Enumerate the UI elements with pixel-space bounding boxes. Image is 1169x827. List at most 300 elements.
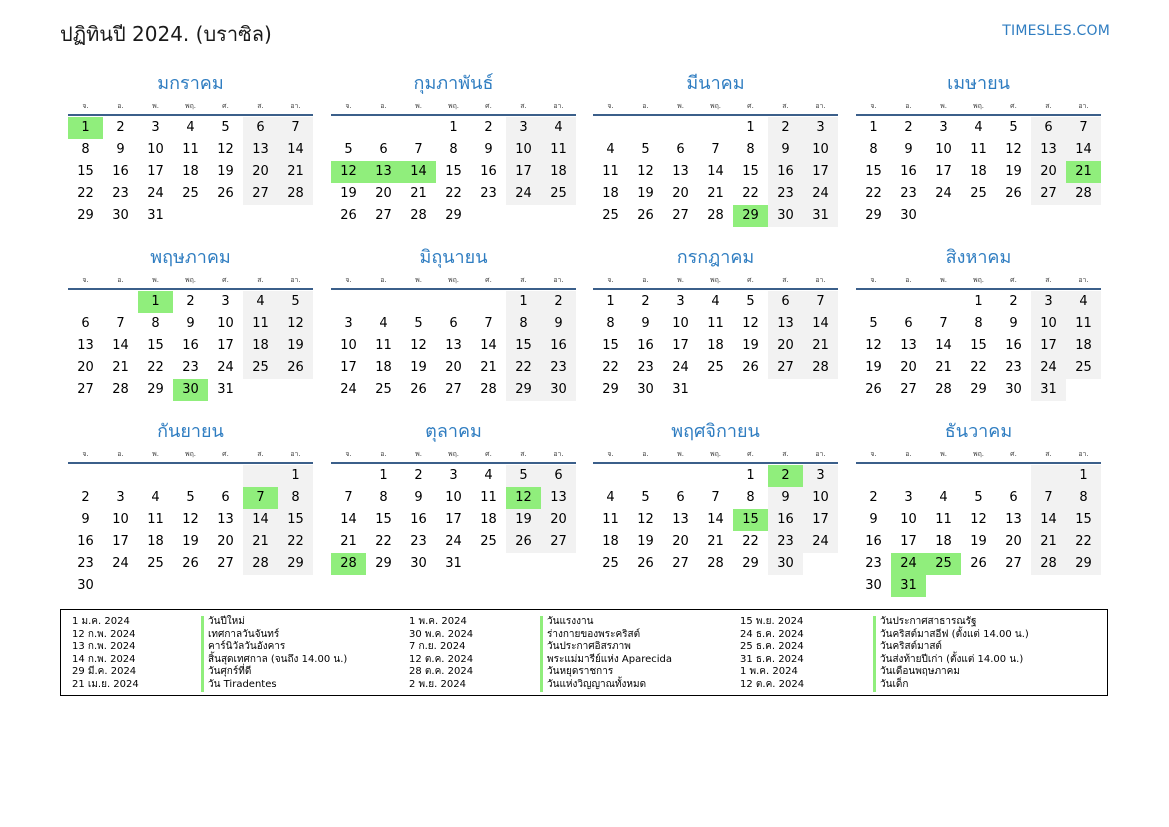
legend-date: 12 ก.พ. 2024 bbox=[72, 628, 136, 640]
day-cell: 20 bbox=[541, 509, 576, 531]
day-cell: 28 bbox=[935, 382, 952, 397]
day-cell: 2 bbox=[414, 468, 423, 483]
month-block bbox=[856, 70, 1101, 227]
day-grid bbox=[68, 117, 313, 227]
day-cell: 26 bbox=[278, 357, 313, 379]
day-cell: 9 bbox=[641, 316, 650, 331]
day-cell: 7 bbox=[711, 490, 720, 505]
day-cell: 9 bbox=[768, 139, 803, 161]
day-cell: 17 bbox=[803, 509, 838, 531]
weekday-label: จ. bbox=[345, 276, 352, 284]
legend-holiday-name: วันเด็ก bbox=[880, 678, 909, 690]
weekday-header bbox=[856, 98, 1101, 116]
weekday-label: ศ. bbox=[747, 450, 754, 458]
day-cell: 4 bbox=[541, 117, 576, 139]
legend-date: 12 ต.ค. 2024 bbox=[409, 653, 474, 665]
day-cell: 23 bbox=[480, 186, 497, 201]
day-cell: 26 bbox=[410, 382, 427, 397]
day-cell: 26 bbox=[340, 208, 357, 223]
day-cell: 21 bbox=[278, 161, 313, 183]
legend-date: 24 ธ.ค. 2024 bbox=[740, 628, 804, 640]
empty-day bbox=[68, 465, 103, 487]
weekday-label: อ. bbox=[905, 102, 912, 110]
day-cell: 27 bbox=[900, 382, 917, 397]
empty-day bbox=[698, 117, 733, 139]
empty-day bbox=[208, 465, 243, 487]
day-cell: 13 bbox=[243, 139, 278, 161]
day-cell: 15 bbox=[77, 164, 94, 179]
day-cell: 26 bbox=[742, 360, 759, 375]
day-cell: 19 bbox=[742, 338, 759, 353]
day-cell: 15 bbox=[375, 512, 392, 527]
day-cell: 2 bbox=[484, 120, 493, 135]
day-cell: 4 bbox=[974, 120, 983, 135]
holiday-day: 24 bbox=[891, 553, 926, 575]
legend-holiday-name: วันแห่งวิญญาณทั้งหมด bbox=[547, 678, 647, 690]
legend-holiday-name: เทศกาลวันจันทร์ bbox=[208, 628, 280, 640]
day-cell: 22 bbox=[147, 360, 164, 375]
day-grid bbox=[593, 291, 838, 401]
day-cell: 18 bbox=[243, 335, 278, 357]
day-cell: 16 bbox=[77, 534, 94, 549]
weekday-label: จ. bbox=[870, 450, 877, 458]
weekday-label: อ. bbox=[642, 102, 649, 110]
day-cell: 18 bbox=[480, 512, 497, 527]
day-cell: 21 bbox=[243, 531, 278, 553]
weekday-label: พ. bbox=[677, 276, 684, 284]
day-cell: 29 bbox=[77, 208, 94, 223]
weekday-label: พ. bbox=[677, 450, 684, 458]
legend-holiday-name: วันส่งท้ายปีเก่า (ตั้งแต่ 14.00 น.) bbox=[880, 653, 1024, 665]
day-cell: 30 bbox=[77, 578, 94, 593]
weekday-header bbox=[68, 272, 313, 290]
day-cell: 29 bbox=[602, 382, 619, 397]
weekday-header bbox=[593, 98, 838, 116]
day-cell: 29 bbox=[506, 379, 541, 401]
day-cell: 7 bbox=[484, 316, 493, 331]
day-cell: 26 bbox=[865, 382, 882, 397]
day-cell: 8 bbox=[746, 490, 755, 505]
day-cell: 19 bbox=[970, 534, 987, 549]
weekday-label: อา. bbox=[815, 276, 826, 284]
day-cell: 27 bbox=[541, 531, 576, 553]
day-cell: 31 bbox=[445, 556, 462, 571]
day-cell: 10 bbox=[672, 316, 689, 331]
day-cell: 30 bbox=[865, 578, 882, 593]
day-cell: 9 bbox=[81, 512, 90, 527]
day-cell: 20 bbox=[672, 186, 689, 201]
day-cell: 6 bbox=[1009, 490, 1018, 505]
weekday-label: ศ. bbox=[485, 450, 492, 458]
day-cell: 23 bbox=[768, 531, 803, 553]
weekday-label: ส. bbox=[1045, 276, 1052, 284]
day-cell: 27 bbox=[375, 208, 392, 223]
empty-day bbox=[593, 465, 628, 487]
day-cell: 27 bbox=[77, 382, 94, 397]
day-cell: 16 bbox=[1005, 338, 1022, 353]
day-cell: 9 bbox=[869, 512, 878, 527]
empty-day bbox=[331, 291, 366, 313]
day-cell: 21 bbox=[340, 534, 357, 549]
day-cell: 6 bbox=[676, 490, 685, 505]
day-cell: 23 bbox=[768, 183, 803, 205]
weekday-label: อ. bbox=[642, 276, 649, 284]
weekday-header bbox=[331, 272, 576, 290]
month-name: พฤศจิกายน bbox=[671, 421, 760, 442]
day-cell: 7 bbox=[116, 316, 125, 331]
weekday-label: ศ. bbox=[747, 102, 754, 110]
month-block bbox=[593, 418, 838, 575]
day-cell: 19 bbox=[182, 534, 199, 549]
legend-holiday-name: วัน Tiradentes bbox=[208, 678, 277, 690]
day-cell: 4 bbox=[186, 120, 195, 135]
holiday-day: 28 bbox=[331, 553, 366, 575]
legend-date: 25 ธ.ค. 2024 bbox=[740, 641, 804, 653]
day-cell: 19 bbox=[865, 360, 882, 375]
day-cell: 20 bbox=[243, 161, 278, 183]
weekday-label: พฤ. bbox=[709, 102, 722, 110]
day-cell: 8 bbox=[81, 142, 90, 157]
day-cell: 3 bbox=[803, 117, 838, 139]
day-cell: 12 bbox=[410, 338, 427, 353]
day-cell: 11 bbox=[602, 164, 619, 179]
day-cell: 12 bbox=[182, 512, 199, 527]
empty-day bbox=[628, 465, 663, 487]
day-cell: 9 bbox=[116, 142, 125, 157]
day-cell: 21 bbox=[803, 335, 838, 357]
day-cell: 31 bbox=[672, 382, 689, 397]
empty-day bbox=[68, 291, 103, 313]
weekday-label: อา. bbox=[1078, 102, 1089, 110]
day-cell: 21 bbox=[112, 360, 129, 375]
day-cell: 28 bbox=[410, 208, 427, 223]
day-cell: 28 bbox=[243, 553, 278, 575]
day-cell: 18 bbox=[1066, 335, 1101, 357]
weekday-label: พฤ. bbox=[972, 450, 985, 458]
weekday-label: ส. bbox=[782, 102, 789, 110]
weekday-label: อ. bbox=[117, 102, 124, 110]
weekday-label: พฤ. bbox=[184, 102, 197, 110]
day-cell: 8 bbox=[1066, 487, 1101, 509]
empty-day bbox=[436, 291, 471, 313]
month-name: มกราคม bbox=[157, 73, 224, 94]
day-cell: 22 bbox=[77, 186, 94, 201]
day-cell: 4 bbox=[606, 490, 615, 505]
day-cell: 24 bbox=[340, 382, 357, 397]
weekday-label: อ. bbox=[905, 276, 912, 284]
day-cell: 26 bbox=[970, 556, 987, 571]
day-grid bbox=[331, 117, 576, 227]
weekday-label: พ. bbox=[415, 276, 422, 284]
legend-holiday-name: ร่างกายของพระคริสต์ bbox=[547, 628, 641, 640]
empty-day bbox=[891, 465, 926, 487]
legend-date: 1 ม.ค. 2024 bbox=[72, 616, 130, 627]
day-cell: 11 bbox=[970, 142, 987, 157]
month-name: กรกฎาคม bbox=[676, 247, 755, 268]
day-cell: 23 bbox=[900, 186, 917, 201]
legend-date: 13 ก.พ. 2024 bbox=[72, 641, 136, 653]
day-cell: 12 bbox=[865, 338, 882, 353]
day-grid bbox=[856, 117, 1101, 227]
weekday-label: ศ. bbox=[1010, 102, 1017, 110]
day-cell: 18 bbox=[707, 338, 724, 353]
weekday-label: พ. bbox=[677, 102, 684, 110]
holiday-day: 7 bbox=[243, 487, 278, 509]
legend-dates bbox=[72, 616, 139, 692]
day-cell: 18 bbox=[602, 186, 619, 201]
day-cell: 14 bbox=[340, 512, 357, 527]
weekday-label: จ. bbox=[607, 276, 614, 284]
month-name: สิงหาคม bbox=[945, 247, 1012, 268]
day-cell: 29 bbox=[865, 208, 882, 223]
holiday-day: 21 bbox=[1066, 161, 1101, 183]
day-cell: 2 bbox=[81, 490, 90, 505]
day-cell: 14 bbox=[935, 338, 952, 353]
legend-holiday-name: พระแม่มารีย์แห่ง Aparecida bbox=[547, 653, 673, 665]
day-cell: 30 bbox=[900, 208, 917, 223]
day-cell: 14 bbox=[1066, 139, 1101, 161]
weekday-label: พฤ. bbox=[972, 276, 985, 284]
weekday-label: ศ. bbox=[747, 276, 754, 284]
day-cell: 21 bbox=[707, 186, 724, 201]
day-cell: 13 bbox=[672, 512, 689, 527]
day-cell: 30 bbox=[637, 382, 654, 397]
weekday-label: ส. bbox=[257, 450, 264, 458]
day-cell: 13 bbox=[445, 338, 462, 353]
day-cell: 20 bbox=[900, 360, 917, 375]
day-cell: 23 bbox=[182, 360, 199, 375]
weekday-label: พ. bbox=[940, 450, 947, 458]
day-cell: 4 bbox=[379, 316, 388, 331]
day-cell: 6 bbox=[1031, 117, 1066, 139]
weekday-label: อา. bbox=[1078, 450, 1089, 458]
day-cell: 21 bbox=[707, 534, 724, 549]
month-block bbox=[856, 418, 1101, 597]
holiday-day: 12 bbox=[506, 487, 541, 509]
day-cell: 18 bbox=[375, 360, 392, 375]
weekday-label: พฤ. bbox=[709, 450, 722, 458]
month-block bbox=[331, 70, 576, 227]
weekday-label: ส. bbox=[520, 276, 527, 284]
weekday-label: ศ. bbox=[222, 276, 229, 284]
day-cell: 10 bbox=[506, 139, 541, 161]
legend-date: 1 พ.ค. 2024 bbox=[740, 666, 798, 678]
day-cell: 17 bbox=[217, 338, 234, 353]
day-cell: 22 bbox=[602, 360, 619, 375]
day-cell: 16 bbox=[900, 164, 917, 179]
day-cell: 5 bbox=[221, 120, 230, 135]
weekday-label: จ. bbox=[345, 450, 352, 458]
day-cell: 16 bbox=[768, 161, 803, 183]
day-cell: 8 bbox=[506, 313, 541, 335]
weekday-header bbox=[593, 446, 838, 464]
day-cell: 5 bbox=[414, 316, 423, 331]
legend-date: 29 มี.ค. 2024 bbox=[72, 666, 137, 678]
brand-link[interactable]: TIMESLES.COM bbox=[1002, 23, 1110, 39]
day-cell: 8 bbox=[974, 316, 983, 331]
day-cell: 15 bbox=[865, 164, 882, 179]
legend-names bbox=[201, 616, 347, 692]
day-cell: 17 bbox=[803, 161, 838, 183]
day-cell: 29 bbox=[742, 556, 759, 571]
day-cell: 17 bbox=[935, 164, 952, 179]
day-cell: 5 bbox=[344, 142, 353, 157]
legend-names bbox=[873, 616, 1029, 692]
day-cell: 3 bbox=[676, 294, 685, 309]
weekday-label: อา. bbox=[290, 102, 301, 110]
day-cell: 24 bbox=[217, 360, 234, 375]
day-cell: 28 bbox=[707, 556, 724, 571]
weekday-label: ศ. bbox=[222, 102, 229, 110]
month-block bbox=[331, 418, 576, 575]
empty-day bbox=[138, 465, 173, 487]
empty-day bbox=[698, 465, 733, 487]
day-cell: 9 bbox=[768, 487, 803, 509]
day-cell: 24 bbox=[445, 534, 462, 549]
day-cell: 26 bbox=[506, 531, 541, 553]
weekday-header bbox=[68, 446, 313, 464]
day-cell: 3 bbox=[151, 120, 160, 135]
day-cell: 23 bbox=[1005, 360, 1022, 375]
weekday-label: ศ. bbox=[1010, 450, 1017, 458]
weekday-label: ส. bbox=[520, 102, 527, 110]
day-cell: 21 bbox=[410, 186, 427, 201]
day-cell: 17 bbox=[672, 338, 689, 353]
month-name: เมษายน bbox=[947, 73, 1010, 94]
weekday-header bbox=[856, 446, 1101, 464]
weekday-label: พ. bbox=[940, 102, 947, 110]
legend-holiday-name: วันแรงงาน bbox=[547, 616, 594, 627]
day-cell: 5 bbox=[869, 316, 878, 331]
legend-holiday-name: วันประกาศสาธารณรัฐ bbox=[880, 616, 977, 627]
day-cell: 1 bbox=[746, 120, 755, 135]
weekday-label: พฤ. bbox=[184, 450, 197, 458]
weekday-label: พฤ. bbox=[447, 276, 460, 284]
day-cell: 14 bbox=[480, 338, 497, 353]
day-cell: 14 bbox=[803, 313, 838, 335]
day-cell: 29 bbox=[147, 382, 164, 397]
weekday-label: ศ. bbox=[485, 102, 492, 110]
day-cell: 12 bbox=[278, 313, 313, 335]
day-cell: 2 bbox=[116, 120, 125, 135]
day-cell: 25 bbox=[602, 208, 619, 223]
day-cell: 2 bbox=[904, 120, 913, 135]
day-cell: 31 bbox=[147, 208, 164, 223]
day-cell: 20 bbox=[217, 534, 234, 549]
day-cell: 12 bbox=[1005, 142, 1022, 157]
weekday-label: ส. bbox=[782, 450, 789, 458]
day-grid bbox=[331, 465, 576, 575]
weekday-label: พฤ. bbox=[709, 276, 722, 284]
day-cell: 25 bbox=[541, 183, 576, 205]
day-cell: 18 bbox=[970, 164, 987, 179]
legend-holiday-name: วันเดือนพฤษภาคม bbox=[880, 666, 960, 678]
empty-day bbox=[173, 465, 208, 487]
day-cell: 6 bbox=[449, 316, 458, 331]
legend-date: 1 พ.ค. 2024 bbox=[409, 616, 467, 627]
day-cell: 9 bbox=[414, 490, 423, 505]
day-cell: 4 bbox=[711, 294, 720, 309]
day-cell: 14 bbox=[243, 509, 278, 531]
legend-date: 28 ต.ค. 2024 bbox=[409, 666, 474, 678]
month-name: มีนาคม bbox=[686, 73, 745, 94]
day-cell: 25 bbox=[480, 534, 497, 549]
day-cell: 28 bbox=[1031, 553, 1066, 575]
legend-date: 21 เม.ย. 2024 bbox=[72, 678, 139, 690]
month-block bbox=[593, 70, 838, 227]
day-cell: 12 bbox=[637, 512, 654, 527]
day-cell: 15 bbox=[278, 509, 313, 531]
day-cell: 28 bbox=[278, 183, 313, 205]
legend-holiday-name: วันคริสต์มาสต์ bbox=[880, 641, 942, 653]
weekday-label: ส. bbox=[782, 276, 789, 284]
month-name: พฤษภาคม bbox=[150, 247, 231, 268]
day-cell: 9 bbox=[484, 142, 493, 157]
weekday-label: อา. bbox=[1078, 276, 1089, 284]
day-cell: 17 bbox=[506, 161, 541, 183]
month-name: มิถุนายน bbox=[419, 247, 488, 268]
day-cell: 19 bbox=[637, 534, 654, 549]
day-cell: 5 bbox=[186, 490, 195, 505]
day-cell: 7 bbox=[278, 117, 313, 139]
day-cell: 16 bbox=[541, 335, 576, 357]
day-cell: 4 bbox=[484, 468, 493, 483]
day-cell: 11 bbox=[243, 313, 278, 335]
legend-date: 2 พ.ย. 2024 bbox=[409, 678, 466, 690]
weekday-label: จ. bbox=[82, 276, 89, 284]
day-cell: 16 bbox=[112, 164, 129, 179]
day-cell: 1 bbox=[278, 465, 313, 487]
empty-day bbox=[663, 117, 698, 139]
empty-day bbox=[961, 465, 996, 487]
empty-day bbox=[366, 117, 401, 139]
day-cell: 21 bbox=[935, 360, 952, 375]
empty-day bbox=[103, 291, 138, 313]
legend-holiday-name: วันหยุดราชการ bbox=[547, 666, 614, 678]
day-cell: 7 bbox=[939, 316, 948, 331]
weekday-label: อ. bbox=[380, 102, 387, 110]
day-cell: 20 bbox=[1031, 161, 1066, 183]
empty-day bbox=[856, 465, 891, 487]
day-cell: 21 bbox=[480, 360, 497, 375]
day-cell: 20 bbox=[672, 534, 689, 549]
weekday-label: ส. bbox=[257, 102, 264, 110]
day-cell: 5 bbox=[278, 291, 313, 313]
month-name: ตุลาคม bbox=[425, 421, 482, 442]
day-cell: 20 bbox=[77, 360, 94, 375]
holiday-day: 14 bbox=[401, 161, 436, 183]
day-cell: 26 bbox=[637, 556, 654, 571]
day-cell: 19 bbox=[637, 186, 654, 201]
holiday-day: 29 bbox=[733, 205, 768, 227]
month-block bbox=[331, 244, 576, 401]
weekday-label: พฤ. bbox=[972, 102, 985, 110]
day-cell: 12 bbox=[970, 512, 987, 527]
day-cell: 10 bbox=[340, 338, 357, 353]
day-cell: 17 bbox=[1031, 335, 1066, 357]
day-cell: 27 bbox=[243, 183, 278, 205]
day-cell: 6 bbox=[768, 291, 803, 313]
day-cell: 30 bbox=[768, 553, 803, 575]
day-cell: 22 bbox=[970, 360, 987, 375]
day-cell: 24 bbox=[1031, 357, 1066, 379]
day-cell: 11 bbox=[602, 512, 619, 527]
weekday-label: อา. bbox=[815, 102, 826, 110]
day-cell: 10 bbox=[112, 512, 129, 527]
page-title: ปฏิทินปี 2024. (บราซิล) bbox=[60, 22, 272, 46]
day-cell: 2 bbox=[1009, 294, 1018, 309]
day-cell: 9 bbox=[541, 313, 576, 335]
